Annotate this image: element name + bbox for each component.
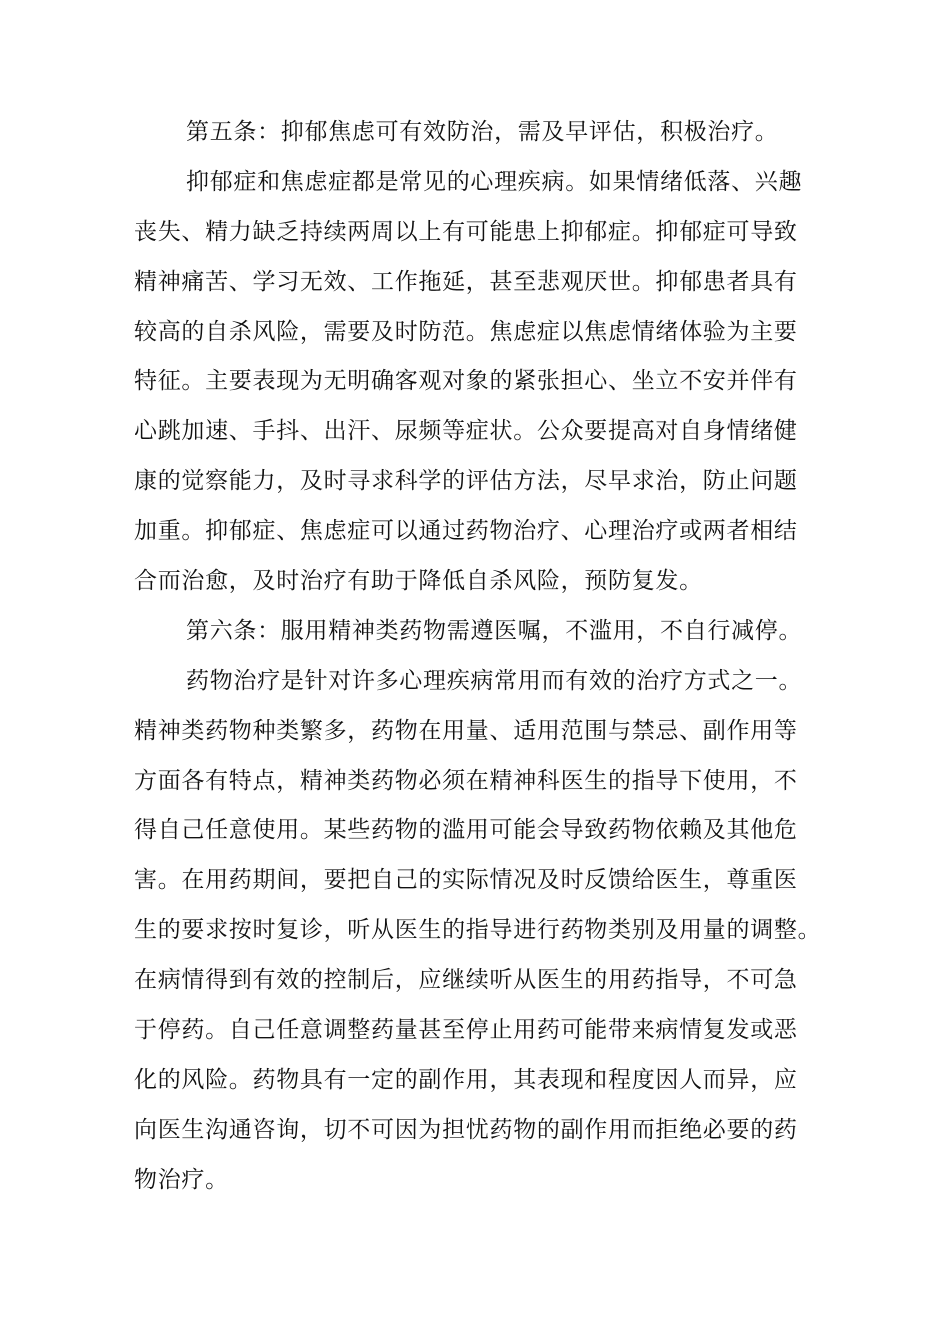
article-5-paragraph-line: 合而治愈，及时治疗有助于降低自杀风险，预防复发。 xyxy=(134,568,703,595)
article-5-paragraph-line: 心跳加速、手抖、出汗、尿频等症状。公众要提高对自身情绪健 xyxy=(134,418,798,445)
article-6-paragraph-line: 化的风险。药物具有一定的副作用，其表现和程度因人而异，应 xyxy=(134,1066,798,1093)
article-6-paragraph-line: 得自己任意使用。某些药物的滥用可能会导致药物依赖及其他危 xyxy=(134,817,798,844)
article-5-heading: 第五条：抑郁焦虑可有效防治，需及早评估，积极治疗。 xyxy=(186,119,779,145)
article-6-paragraph-line: 药物治疗是针对许多心理疾病常用而有效的治疗方式之一。 xyxy=(186,667,803,694)
article-5-paragraph-line: 特征。主要表现为无明确客观对象的紧张担心、坐立不安并伴有 xyxy=(134,368,798,395)
article-6-paragraph-line: 害。在用药期间，要把自己的实际情况及时反馈给医生，尊重医 xyxy=(134,867,798,894)
article-5-paragraph-line: 丧失、精力缺乏持续两周以上有可能患上抑郁症。抑郁症可导致 xyxy=(134,218,798,245)
article-5-paragraph-line: 加重。抑郁症、焦虑症可以通过药物治疗、心理治疗或两者相结 xyxy=(134,518,798,545)
article-6-paragraph-line: 生的要求按时复诊，听从医生的指导进行药物类别及用量的调整。 xyxy=(134,917,822,944)
article-6-paragraph-line: 向医生沟通咨询，切不可因为担忧药物的副作用而拒绝必要的药 xyxy=(134,1116,798,1143)
article-6-paragraph-line: 方面各有特点，精神类药物必须在精神科医生的指导下使用，不 xyxy=(134,767,798,794)
article-6-heading: 第六条：服用精神类药物需遵医嘱，不滥用，不自行减停。 xyxy=(186,617,803,644)
document-body xyxy=(134,108,834,1206)
article-5-paragraph-line: 抑郁症和焦虑症都是常见的心理疾病。如果情绪低落、兴趣 xyxy=(186,168,803,195)
article-6-paragraph-line: 在病情得到有效的控制后，应继续听从医生的用药指导，不可急 xyxy=(134,967,798,994)
article-5-paragraph-line: 精神痛苦、学习无效、工作拖延，甚至悲观厌世。抑郁患者具有 xyxy=(134,268,798,295)
article-6-paragraph-line: 物治疗。 xyxy=(134,1166,229,1193)
article-5-paragraph-line: 较高的自杀风险，需要及时防范。焦虑症以焦虑情绪体验为主要 xyxy=(134,318,798,345)
article-6-paragraph-line: 精神类药物种类繁多，药物在用量、适用范围与禁忌、副作用等 xyxy=(134,717,798,744)
article-5-paragraph-line: 康的觉察能力，及时寻求科学的评估方法，尽早求治，防止问题 xyxy=(134,468,798,495)
article-6-paragraph-line: 于停药。自己任意调整药量甚至停止用药可能带来病情复发或恶 xyxy=(134,1017,798,1044)
